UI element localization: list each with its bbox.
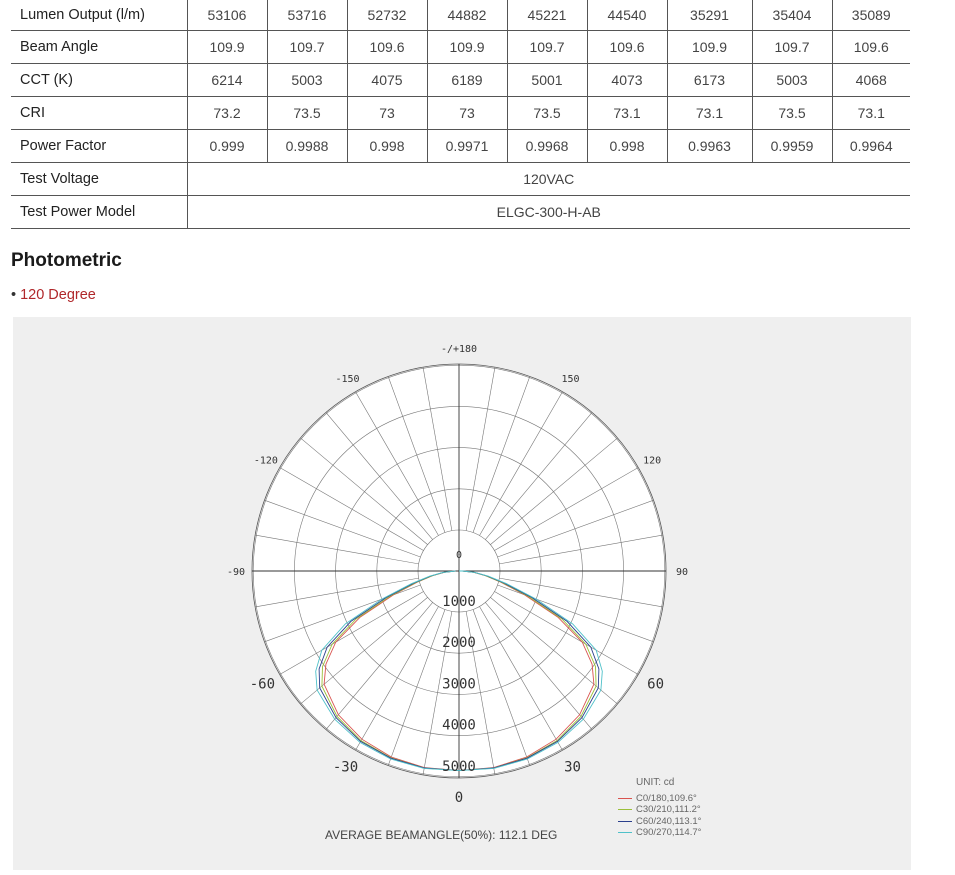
bullet-item [11, 287, 96, 303]
angle-label: -150 [335, 373, 360, 385]
radial-tick-label: 1000 [442, 594, 476, 610]
polar-chart [13, 317, 911, 870]
beam-angle-note: AVERAGE BEAMANGLE(50%): 112.1 DEG [325, 828, 558, 842]
angle-label: 120 [643, 455, 662, 467]
table-cell: 109.9 [187, 31, 267, 64]
table-cell: 0.998 [587, 130, 667, 163]
row-label: Lumen Output (l/m) [11, 0, 187, 31]
row-label: Test Voltage [11, 163, 187, 196]
bullet-dot-icon: • [11, 287, 17, 303]
table-cell: 35291 [667, 0, 752, 31]
table-cell: 109.9 [667, 31, 752, 64]
legend-label: C0/180,109.6° [636, 792, 697, 804]
table-cell: 0.998 [347, 130, 427, 163]
table-cell: 5001 [507, 64, 587, 97]
photometric-panel [13, 317, 911, 870]
table-cell: 4075 [347, 64, 427, 97]
table-cell: 0.9964 [832, 130, 910, 163]
radial-tick-label: 3000 [442, 676, 476, 693]
table-cell: 109.6 [347, 31, 427, 64]
table-cell: 6189 [427, 64, 507, 97]
table-row [11, 64, 910, 97]
angle-label: 30 [564, 759, 581, 776]
table-cell: 53716 [267, 0, 347, 31]
table-cell: 73.1 [587, 97, 667, 130]
table-cell: 73 [427, 97, 507, 130]
row-label: Power Factor [11, 130, 187, 163]
legend-item [618, 827, 701, 839]
angle-label: 0 [454, 790, 464, 806]
legend-swatch [618, 809, 632, 810]
radial-tick-label: 4000 [442, 717, 476, 734]
table-cell: 109.7 [752, 31, 832, 64]
legend-label: C30/210,111.2° [636, 804, 701, 815]
row-label: Test Power Model [11, 196, 187, 229]
table-cell: 109.6 [832, 31, 910, 64]
radial-tick-label: 0 [455, 550, 463, 561]
table-cell: 0.9963 [667, 130, 752, 163]
table-cell: 109.9 [427, 31, 507, 64]
bullet-label: 120 Degree [20, 287, 96, 303]
table-cell: 109.7 [267, 31, 347, 64]
legend-swatch [618, 798, 632, 799]
table-cell: 73.1 [667, 97, 752, 130]
legend-item [618, 816, 701, 828]
table-cell: 35404 [752, 0, 832, 31]
table-cell: 73 [347, 97, 427, 130]
table-cell: 0.9959 [752, 130, 832, 163]
table-cell: 73.1 [832, 97, 910, 130]
table-row [11, 163, 910, 196]
table-cell: 73.2 [187, 97, 267, 130]
table-cell: 44540 [587, 0, 667, 31]
radial-tick-label: 2000 [442, 635, 476, 652]
table-cell: 0.9988 [267, 130, 347, 163]
table-row [11, 31, 910, 64]
row-label: Beam Angle [11, 31, 187, 64]
table-span-cell: ELGC-300-H-AB [187, 196, 910, 229]
table-cell: 4073 [587, 64, 667, 97]
legend-item [618, 793, 701, 805]
table-row [11, 97, 910, 130]
angle-label: 60 [647, 676, 665, 693]
table-row [11, 0, 910, 31]
angle-label: 90 [675, 567, 689, 578]
radial-tick-label: 5000 [442, 758, 476, 775]
table-cell: 4068 [832, 64, 910, 97]
legend-label: C60/240,113.1° [636, 815, 702, 827]
angle-label: -60 [249, 676, 276, 693]
section-heading: Photometric [11, 250, 122, 271]
angle-label: 150 [561, 373, 580, 385]
angle-label: -90 [226, 567, 246, 578]
table-row [11, 130, 910, 163]
legend [618, 777, 701, 839]
table-cell: 73.5 [752, 97, 832, 130]
angle-label: -/+180 [440, 344, 478, 355]
table-cell: 0.999 [187, 130, 267, 163]
spec-table [11, 0, 910, 229]
legend-item [618, 804, 701, 816]
table-cell: 44882 [427, 0, 507, 31]
angle-label: -30 [332, 759, 359, 776]
table-cell: 73.5 [267, 97, 347, 130]
table-row [11, 196, 910, 229]
table-cell: 109.7 [507, 31, 587, 64]
table-cell: 109.6 [587, 31, 667, 64]
row-label: CRI [11, 97, 187, 130]
table-cell: 6214 [187, 64, 267, 97]
angle-label: -120 [253, 455, 278, 467]
table-cell: 53106 [187, 0, 267, 31]
table-cell: 45221 [507, 0, 587, 31]
row-label: CCT (K) [11, 64, 187, 97]
legend-swatch [618, 832, 632, 833]
table-cell: 35089 [832, 0, 910, 31]
legend-swatch [618, 821, 632, 822]
table-cell: 5003 [752, 64, 832, 97]
table-span-cell: 120VAC [187, 163, 910, 196]
table-cell: 73.5 [507, 97, 587, 130]
table-cell: 52732 [347, 0, 427, 31]
unit-label: UNIT: cd [636, 777, 675, 788]
table-cell: 5003 [267, 64, 347, 97]
table-cell: 6173 [667, 64, 752, 97]
legend-label: C90/270,114.7° [636, 827, 702, 838]
table-cell: 0.9971 [427, 130, 507, 163]
table-cell: 0.9968 [507, 130, 587, 163]
